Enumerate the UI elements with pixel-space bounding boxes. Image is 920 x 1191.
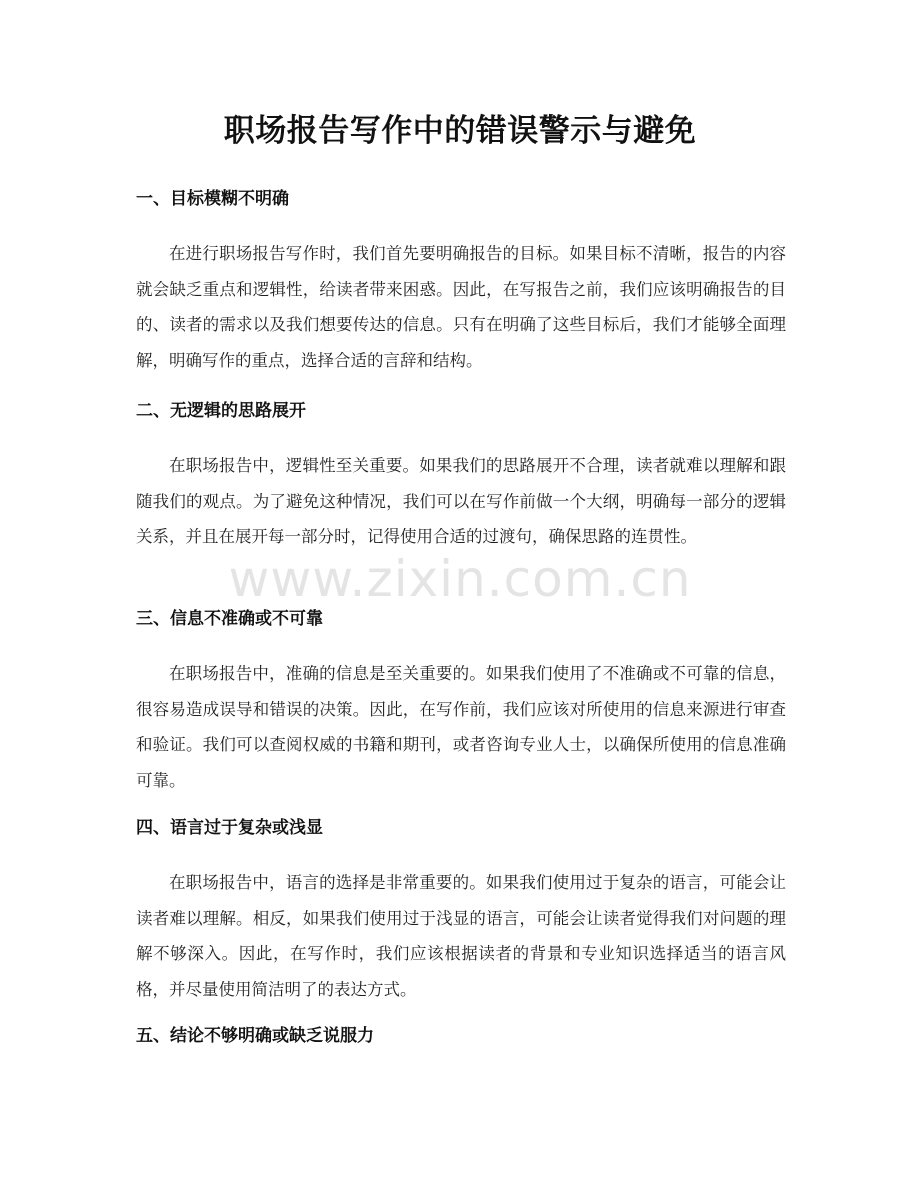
section-heading: 三、信息不准确或不可靠	[136, 609, 323, 629]
page-title: 职场报告写作中的错误警示与避免	[223, 113, 697, 149]
section-paragraph: 在职场报告中，语言的选择是非常重要的。如果我们使用过于复杂的语言，可能会让读者难以理解。相反，如果我们使用过于浅显的语言，可能会让读者觉得我们对问题的理解不够深入。因此，在写作时，我们应该根据读者的背景和专业知识选择适当的语言风格，并尽量使用简洁明了的表达方式。	[136, 873, 786, 999]
section-1	[136, 186, 786, 378]
section-2	[136, 398, 786, 555]
section-heading: 二、无逻辑的思路展开	[136, 401, 306, 421]
section-paragraph: 在职场报告中，准确的信息是至关重要的。如果我们使用了不准确或不可靠的信息，很容易造成误导和错误的决策。因此，在写作前，我们应该对所使用的信息来源进行审查和验证。我们可以查阅权威的书籍和期刊，或者咨询专业人士，以确保所使用的信息准确可靠。	[136, 664, 786, 790]
section-paragraph: 在进行职场报告写作时，我们首先要明确报告的目标。如果目标不清晰，报告的内容就会缺乏重点和逻辑性，给读者带来困惑。因此，在写报告之前，我们应该明确报告的目的、读者的需求以及我们想要传达的信息。只有在明确了这些目标后，我们才能够全面理解，明确写作的重点，选择合适的言辞和结构。	[136, 244, 786, 370]
section-heading: 一、目标模糊不明确	[136, 189, 289, 209]
section-paragraph: 在职场报告中，逻辑性至关重要。如果我们的思路展开不合理，读者就难以理解和跟随我们的观点。为了避免这种情况，我们可以在写作前做一个大纲，明确每一部分的逻辑关系，并且在展开每一部分时，记得使用合适的过渡句，确保思路的连贯性。	[136, 456, 786, 546]
section-3	[136, 606, 786, 798]
section-4	[136, 815, 786, 1007]
section-heading: 四、语言过于复杂或浅显	[136, 818, 323, 838]
watermark: www.zixin.com.cn	[228, 550, 692, 608]
section-5	[136, 1023, 786, 1049]
section-heading: 五、结论不够明确或缺乏说服力	[136, 1026, 374, 1046]
